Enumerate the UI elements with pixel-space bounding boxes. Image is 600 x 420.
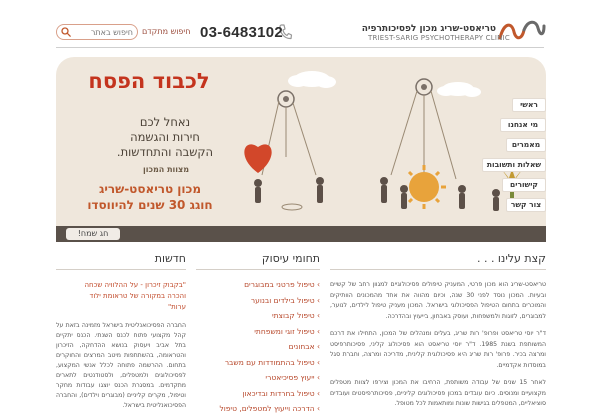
fields-title: תחומי עיסוק — [196, 252, 320, 270]
advanced-search-link[interactable]: חיפוש מתקדם — [142, 27, 191, 36]
nav-item-contact[interactable]: צור קשר — [506, 198, 546, 212]
header-divider — [56, 47, 544, 48]
nav-item-about-us[interactable]: מי אנחנו — [500, 118, 546, 132]
news-section — [56, 252, 186, 411]
about-text — [330, 280, 546, 410]
banner-subtitle-line: נאחל לכם — [139, 115, 191, 129]
clinic-name-english: TRIEST-SARIG PSYCHOTHERAPY CLINIC — [368, 34, 510, 42]
banner-clinic-line: מכון טריאסט-שריג — [98, 182, 202, 196]
slide-pager[interactable] — [176, 214, 191, 220]
nav-item-links[interactable]: קישורים — [502, 178, 546, 192]
clinic-name — [361, 24, 510, 42]
nav-item-home[interactable]: ראשי — [512, 98, 546, 112]
clinic-name-hebrew: טריאסט-שריג מכון לפסיכותרפיה — [361, 24, 496, 34]
banner-subtitle-line: חירות והגשמה — [130, 130, 200, 144]
search-box[interactable] — [56, 24, 138, 40]
search-input[interactable] — [73, 26, 133, 38]
fields-section — [196, 252, 320, 420]
banner-title: לכבוד הפסח — [88, 69, 210, 93]
nav-item-faq[interactable]: שאלות ותשובות — [482, 158, 546, 172]
field-link[interactable]: › טיפול בילדים ובנוער — [196, 296, 320, 305]
about-paragraph: לאחר 15 שנים של עבודה משותפת, הרחיבו את המכון וצירפו לצוות מטפלים מקצועיים ומנוסים. כיום עובדים במכון פסיכולוגים קליניים, פסיכותרפיסטים ועובדים סוציאליים, המטפלים בגישות שונות ומותאמות לכל מטופל. — [330, 379, 546, 407]
news-headline-line2[interactable]: והכרה במקורה של טראומת ילוד — [89, 292, 186, 300]
field-link[interactable]: › טיפול זוגי ומשפחתי — [196, 327, 320, 336]
fields-list — [196, 280, 320, 413]
field-link[interactable]: › הדרכה וייעוץ למטפלים, טיפול — [196, 404, 320, 413]
banner-subtitle — [100, 115, 230, 160]
holiday-greeting-button[interactable]: חג שמח! — [66, 228, 120, 240]
field-link[interactable]: › טיפול קבוצתי — [196, 311, 320, 320]
search-icon[interactable] — [61, 27, 71, 37]
news-text: החברה הפסיכואנליטית בישראל מזמינה בזאת על קהל מקצועי פתוח לכנס השנתי. הכנס יתקיים בתל אביב ויעסוק בנושא ההדחקה, הזיכרון והטראומה, בהשתתפות מיטב המרצים והחוקרים בתחום. ההרשמה פתוחה לכלל אנשי המקצוע, לפסיכולוגים ולמטפלים, ולסטודנטים לתארים מתקדמים. במסגרת הכנס יוצגו עבודות מחקר וטיפול, מקרים קליניים (מבוגרים וילדים), והחברה הפסיכואנליטית בישראל. — [56, 322, 186, 409]
banner-years-line: חוגג 30 שנים להיווסדו — [87, 198, 213, 212]
banner-signature: מצוות המכון — [142, 165, 190, 174]
field-link[interactable]: › טיפול פרטני במבוגרים — [196, 280, 320, 289]
field-link[interactable]: › טיפול בחרדות ובדיכאון — [196, 389, 320, 398]
field-link[interactable]: › טיפול בהתמודדות עם משבר — [196, 358, 320, 367]
hero-banner — [56, 57, 546, 242]
news-title: חדשות — [56, 252, 186, 270]
about-paragraph: ד"ר יוסי טריאסט ופרופ' רות שריג, בעלים ומנהלים של המכון, התחילו את דרכם המשותפת בשנת 1985. ד"ר יוסי טריאסט הוא פסיכולוג קליני, פסיכותרפיסט ומרצה בכיר. פרופ' רות שריג היא פסיכולוגית קלינית, מדריכה ומרצה, וחברת סגל במוסדות אקדמיים. — [330, 330, 546, 369]
nav-item-articles[interactable]: מאמרים — [506, 138, 546, 152]
about-title: קצת עלינו . . . — [330, 252, 546, 270]
site-header — [0, 0, 600, 50]
banner-footer-bar — [56, 226, 546, 242]
cloud-icon — [288, 71, 481, 97]
field-link[interactable]: › אבחונים — [196, 342, 320, 351]
news-headline-line3[interactable]: ערות" — [167, 303, 186, 311]
phone-number[interactable]: 03-6483102 — [200, 24, 284, 41]
banner-subtitle-line: הקשבה והתחדשות. — [116, 145, 214, 159]
main-nav — [482, 98, 548, 218]
about-section — [330, 252, 546, 417]
field-link[interactable]: › ייעוץ פסיכיאטרי — [196, 373, 320, 382]
about-paragraph: טריאסט-שריג הוא מכון פרטי, המעניק טיפולים פסיכולוגיים למגוון רחב של קשיים ובעיות. המכון נוסד לפני 30 שנה, וכיום מהווה את אחד מהמכונים הוותיקים והמוכרים בתחום הטיפול הפסיכולוגי בישראל. המכון מעניק טיפול לילדים, לנוער, למבוגרים, לזוגות ולמשפחות, ועוסק באבחון, בייעוץ ובהדרכה. — [330, 281, 547, 320]
news-headline[interactable]: "בקבוק זיכרון - על ההלוויה שכחה — [84, 281, 186, 289]
